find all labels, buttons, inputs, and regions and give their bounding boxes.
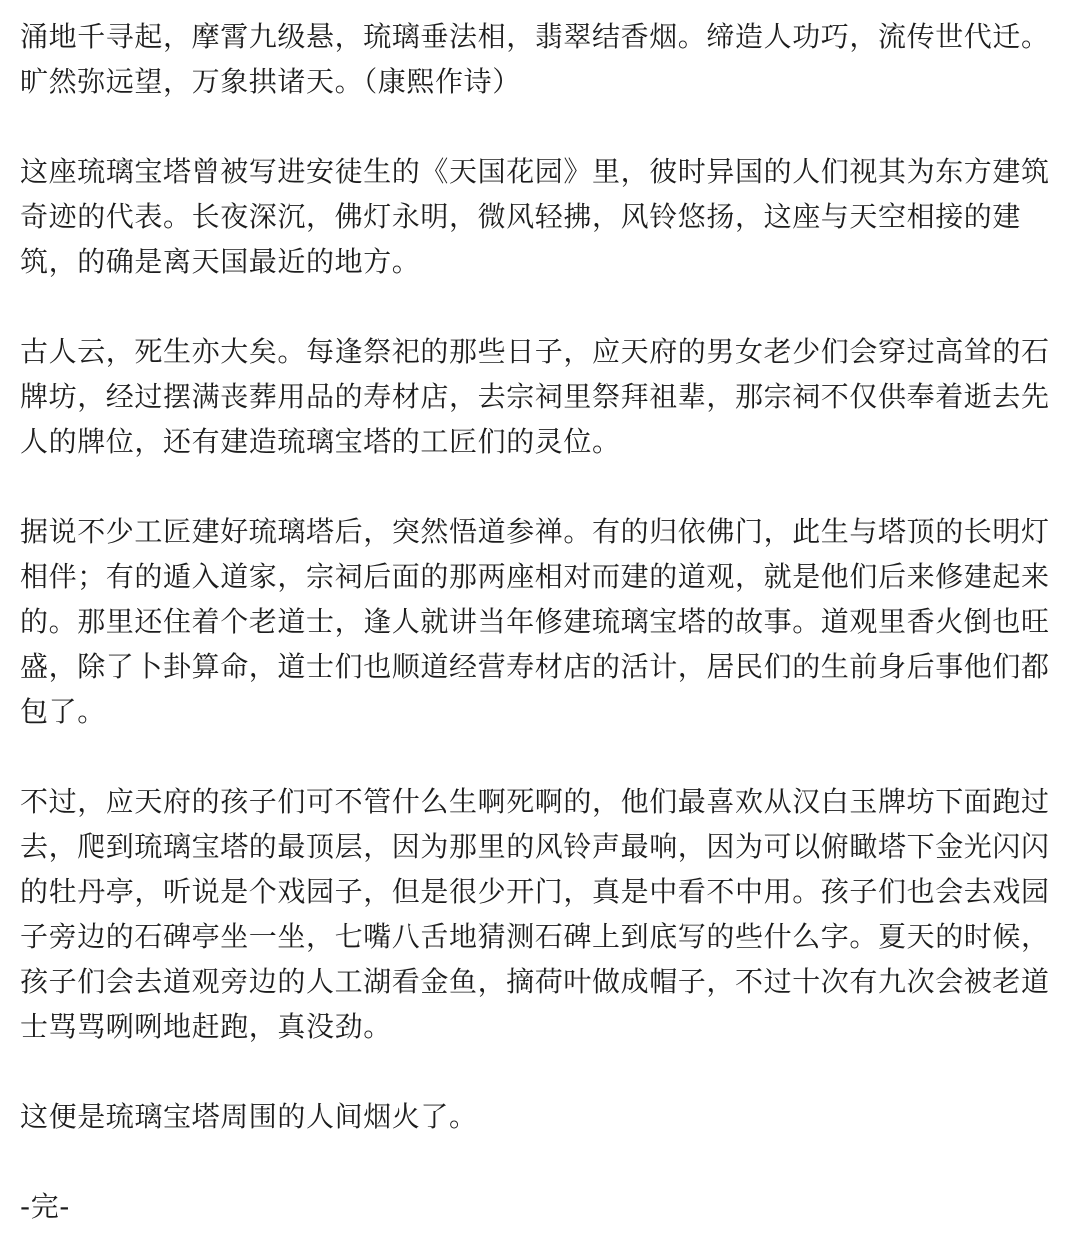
article-body bbox=[20, 14, 1060, 1229]
pagoda-heaven-paragraph: 这座琉璃宝塔曾被写进安徒生的《天国花园》里，彼时异国的人们视其为东方建筑奇迹的代表。长夜深沉，佛灯永明，微风轻拂，风铃悠扬，这座与天空相接的建筑，的确是离天国最近的地方。 bbox=[20, 155, 1050, 278]
ancestral-worship-paragraph: 古人云，死生亦大矣。每逢祭祀的那些日子，应天府的男女老少们会穿过高耸的石牌坊，经过摆满丧葬用品的寿材店，去宗祠里祭拜祖辈，那宗祠不仅供奉着逝去先人的牌位，还有建造琉璃宝塔的工匠们的灵位。 bbox=[20, 335, 1050, 458]
children-paragraph: 不过，应天府的孩子们可不管什么生啊死啊的，他们最喜欢从汉白玉牌坊下面跑过去，爬到琉璃宝塔的最顶层，因为那里的风铃声最响，因为可以俯瞰塔下金光闪闪的牡丹亭，听说是个戏园子，但是很少开门，真是中看不中用。孩子们也会去戏园子旁边的石碑亭坐一坐，七嘴八舌地猜测石碑上到底写的些什么字。夏天的时候，孩子们会去道观旁边的人工湖看金鱼，摘荷叶做成帽子，不过十次有九次会被老道士骂骂咧咧地赶跑，真没劲。 bbox=[20, 785, 1050, 1043]
poem-paragraph: 涌地千寻起，摩霄九级悬，琉璃垂法相，翡翠结香烟。缔造人功巧，流传世代迁。旷然弥远望，万象拱诸天。（康熙作诗） bbox=[20, 20, 1050, 98]
closing-paragraph: 这便是琉璃宝塔周围的人间烟火了。 bbox=[20, 1100, 478, 1133]
end-mark: -完- bbox=[20, 1190, 71, 1223]
craftsmen-taoism-paragraph: 据说不少工匠建好琉璃塔后，突然悟道参禅。有的归依佛门，此生与塔顶的长明灯相伴；有的遁入道家，宗祠后面的那两座相对而建的道观，就是他们后来修建起来的。那里还住着个老道士，逢人就讲当年修建琉璃宝塔的故事。道观里香火倒也旺盛，除了卜卦算命，道士们也顺道经营寿材店的活计，居民们的生前身后事他们都包了。 bbox=[20, 515, 1050, 728]
